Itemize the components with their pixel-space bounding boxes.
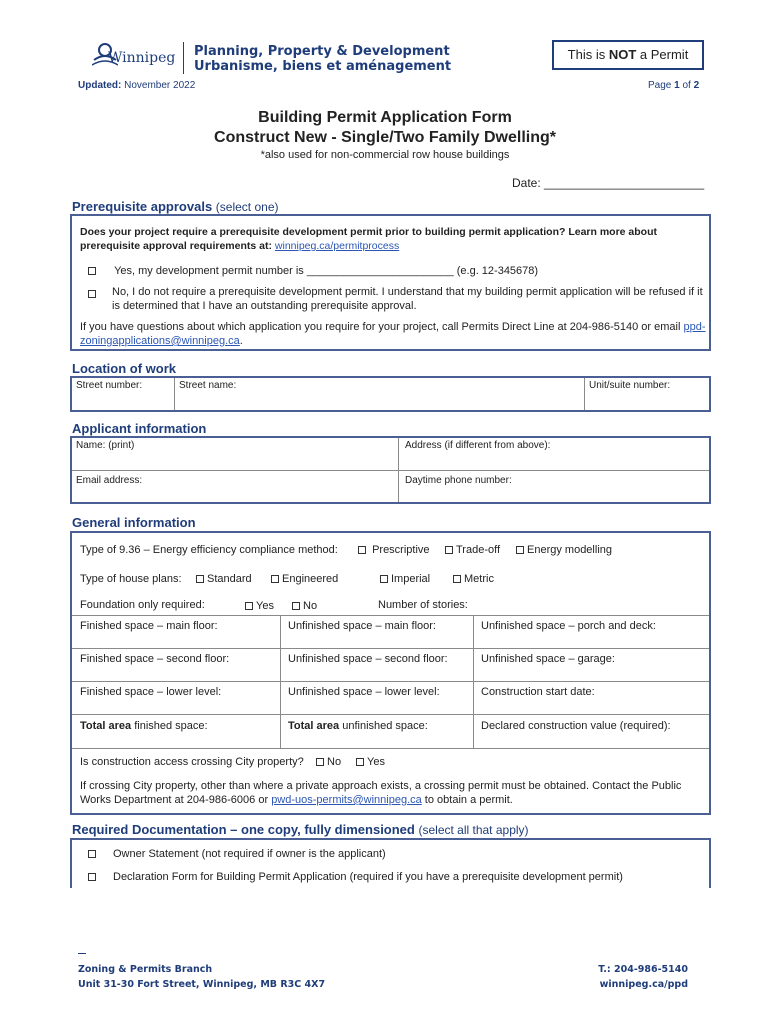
porch-deck-label: Unfinished space – porch and deck: (481, 620, 656, 632)
declared-value-label: Declared construction value (required): (481, 720, 671, 732)
unit-label: Unit/suite number: (589, 380, 671, 391)
tradeoff-checkbox[interactable] (445, 546, 453, 554)
pwd-email-link[interactable]: pwd-uos-permits@winnipeg.ca (271, 794, 422, 806)
prereq-yes-label: Yes, my development permit number is ________________________ (e.g. 12-345678) (114, 265, 539, 277)
owner-statement-checkbox[interactable] (88, 850, 96, 858)
updated-label: Updated: (78, 80, 122, 91)
unit-field[interactable] (585, 378, 709, 410)
street-number-label: Street number: (76, 380, 143, 391)
imperial-checkbox[interactable] (380, 575, 388, 583)
start-date-label: Construction start date: (481, 686, 595, 698)
declaration-form-checkbox[interactable] (88, 873, 96, 881)
form-title-line2: Construct New - Single/Two Family Dwelling* (214, 129, 556, 146)
finished-lower-label: Finished space – lower level: (80, 686, 222, 698)
declared-value-field[interactable] (474, 715, 709, 749)
footer-phone: T.: 204-986-5140 (598, 964, 688, 975)
page-total: 2 (693, 80, 700, 91)
unfinished-lower-field[interactable] (281, 682, 474, 715)
crossing-note (80, 779, 706, 807)
total-finished-field[interactable] (72, 715, 281, 749)
email-field[interactable] (72, 471, 399, 502)
footer-right (540, 962, 688, 992)
access-yes-label: Yes (367, 756, 385, 768)
prereq-help-text: If you have questions about which application you require for your project, call Permits Direct Line at 204-986-5140 or email (80, 321, 684, 333)
finished-main-label: Finished space – main floor: (80, 620, 218, 632)
page-pre: Page (648, 80, 675, 91)
area-grid (72, 615, 709, 749)
footer-left (78, 962, 325, 992)
city-logo (78, 40, 178, 74)
foundation-no-checkbox[interactable] (292, 602, 300, 610)
finished-lower-field[interactable] (72, 682, 281, 715)
start-date-field[interactable] (474, 682, 709, 715)
foundation-no[interactable] (292, 600, 317, 612)
doc-declaration-form[interactable] (88, 871, 623, 883)
footer-address: Unit 31-30 Fort Street, Winnipeg, MB R3C 4X7 (78, 979, 326, 990)
prereq-question (80, 225, 706, 253)
finished-main-field[interactable] (72, 616, 281, 649)
permit-process-link[interactable]: winnipeg.ca/permitprocess (274, 240, 400, 252)
page-number (648, 80, 699, 91)
crossing-text: If crossing City property, other than where a private approach exists, a crossing permit must be obtained. Contact the Public Works Department at 204-986-6006 or (80, 780, 682, 806)
applicant-box (70, 436, 711, 504)
general-box (70, 531, 711, 815)
unfinished-main-label: Unfinished space – main floor: (288, 620, 436, 632)
prereq-help (80, 320, 706, 348)
stories-label[interactable]: Number of stories: (378, 599, 468, 611)
access-no[interactable] (316, 756, 341, 768)
prereq-no-label: No, I do not require a prerequisite development permit. I understand that my building permit application will be refused if it is determined that I have an outstanding prerequisite approval. (112, 286, 703, 312)
general-heading: General information (72, 515, 196, 530)
docs-heading (72, 822, 529, 837)
doc-owner-statement[interactable] (88, 848, 386, 860)
not-permit-bold: NOT (608, 47, 637, 62)
efficiency-label: Type of 9.36 – Energy efficiency compliance method: (80, 544, 338, 556)
address-field[interactable] (399, 438, 709, 471)
foundation-yes-label: Yes (256, 600, 274, 612)
modelling-checkbox[interactable] (516, 546, 524, 554)
prereq-heading-note: (select one) (215, 200, 279, 214)
unfinished-second-field[interactable] (281, 649, 474, 682)
engineered-label: Engineered (282, 573, 339, 585)
owner-statement-label: Owner Statement (not required if owner is the applicant) (113, 848, 386, 860)
street-number-field[interactable] (72, 378, 175, 410)
garage-label: Unfinished space – garage: (481, 653, 615, 665)
prereq-question-text: Does your project require a prerequisite development permit prior to building permit application? Learn more about prerequisite approval requirements at: (80, 226, 658, 252)
date-field[interactable]: Date: ________________________ (512, 176, 705, 190)
modelling-label: Energy modelling (527, 544, 612, 556)
access-yes[interactable] (356, 756, 385, 768)
address-label: Address (if different from above): (405, 440, 551, 451)
form-title-line1: Building Permit Application Form (258, 109, 512, 126)
efficiency-row (80, 544, 338, 556)
page-mid: of (679, 80, 694, 91)
updated-value: November 2022 (124, 80, 196, 91)
declaration-form-label: Declaration Form for Building Permit Application (required if you have a prerequisite development permit) (113, 871, 623, 883)
metric-checkbox[interactable] (453, 575, 461, 583)
dept-name-en: Planning, Property & Development (194, 44, 450, 59)
metric-label: Metric (464, 573, 494, 585)
plans-metric[interactable] (453, 573, 494, 585)
total-finished-label: finished space: (131, 720, 208, 732)
foundation-yes-checkbox[interactable] (245, 602, 253, 610)
plans-engineered[interactable] (271, 573, 338, 585)
garage-field[interactable] (474, 649, 709, 682)
updated-date (78, 80, 195, 91)
prereq-option-yes[interactable] (88, 264, 698, 278)
docs-heading-text: Required Documentation – one copy, fully dimensioned (72, 822, 415, 837)
unfinished-second-label: Unfinished space – second floor: (288, 653, 448, 665)
imperial-label: Imperial (391, 573, 431, 585)
total-finished-bold: Total area (80, 720, 132, 732)
efficiency-modelling[interactable] (516, 544, 612, 556)
email-label: Email address: (76, 475, 143, 486)
plans-label: Type of house plans: (80, 573, 182, 585)
street-name-field[interactable] (175, 378, 585, 410)
name-field[interactable] (72, 438, 399, 471)
plans-standard[interactable] (196, 573, 252, 585)
footer-divider (78, 953, 86, 954)
total-unfinished-bold: Total area (288, 720, 340, 732)
foundation-no-label: No (303, 600, 318, 612)
unfinished-main-field[interactable] (281, 616, 474, 649)
location-heading: Location of work (72, 361, 176, 376)
finished-second-label: Finished space – second floor: (80, 653, 230, 665)
unfinished-lower-label: Unfinished space – lower level: (288, 686, 440, 698)
not-permit-post: a Permit (636, 47, 689, 62)
footer-web[interactable]: winnipeg.ca/ppd (599, 979, 688, 990)
docs-heading-note: (select all that apply) (418, 823, 529, 837)
page-num: 1 (674, 80, 680, 91)
prereq-no-checkbox[interactable] (88, 290, 96, 298)
efficiency-tradeoff[interactable] (445, 544, 500, 556)
access-row (80, 756, 304, 768)
not-permit-pre: This is (567, 47, 609, 62)
prereq-yes-checkbox[interactable] (88, 267, 96, 275)
phone-field[interactable] (399, 471, 709, 502)
total-unfinished-label: unfinished space: (339, 720, 428, 732)
title-note: *also used for non-commercial row house buildings (260, 149, 510, 161)
prereq-help-end: . (239, 335, 243, 347)
prereq-heading (72, 199, 279, 214)
engineered-checkbox[interactable] (271, 575, 279, 583)
brand-name: Winnipeg (108, 50, 176, 66)
footer-branch: Zoning & Permits Branch (78, 964, 213, 975)
foundation-yes[interactable] (245, 600, 274, 612)
standard-label: Standard (207, 573, 252, 585)
plans-imperial[interactable] (380, 573, 430, 585)
total-unfinished-field[interactable] (281, 715, 474, 749)
efficiency-prescriptive[interactable] (358, 544, 430, 556)
applicant-heading: Applicant information (72, 421, 207, 436)
dept-name-fr: Urbanisme, biens et aménagement (194, 59, 452, 74)
finished-second-field[interactable] (72, 649, 281, 682)
prereq-box (70, 214, 711, 351)
foundation-label: Foundation only required: (80, 599, 205, 611)
name-label: Name: (print) (76, 440, 135, 451)
prescriptive-label: Prescriptive (372, 544, 430, 556)
prescriptive-checkbox[interactable] (358, 546, 366, 554)
location-box (70, 376, 711, 412)
prereq-option-no[interactable] (88, 285, 708, 313)
porch-deck-field[interactable] (474, 616, 709, 649)
not-permit-badge (552, 40, 704, 70)
prereq-heading-text: Prerequisite approvals (72, 199, 213, 214)
access-no-label: No (327, 756, 342, 768)
access-yes-checkbox[interactable] (356, 758, 364, 766)
crossing-end: to obtain a permit. (421, 794, 513, 806)
docs-box (70, 838, 711, 888)
tradeoff-label: Trade-off (456, 544, 501, 556)
header-divider (183, 42, 184, 74)
standard-checkbox[interactable] (196, 575, 204, 583)
zoning-email-link[interactable]: ppd-zoningapplications@winnipeg.ca (80, 321, 706, 347)
phone-label: Daytime phone number: (405, 475, 512, 486)
access-no-checkbox[interactable] (316, 758, 324, 766)
access-label: Is construction access crossing City property? (80, 756, 304, 768)
form-title (0, 108, 770, 148)
street-name-label: Street name: (179, 380, 237, 391)
